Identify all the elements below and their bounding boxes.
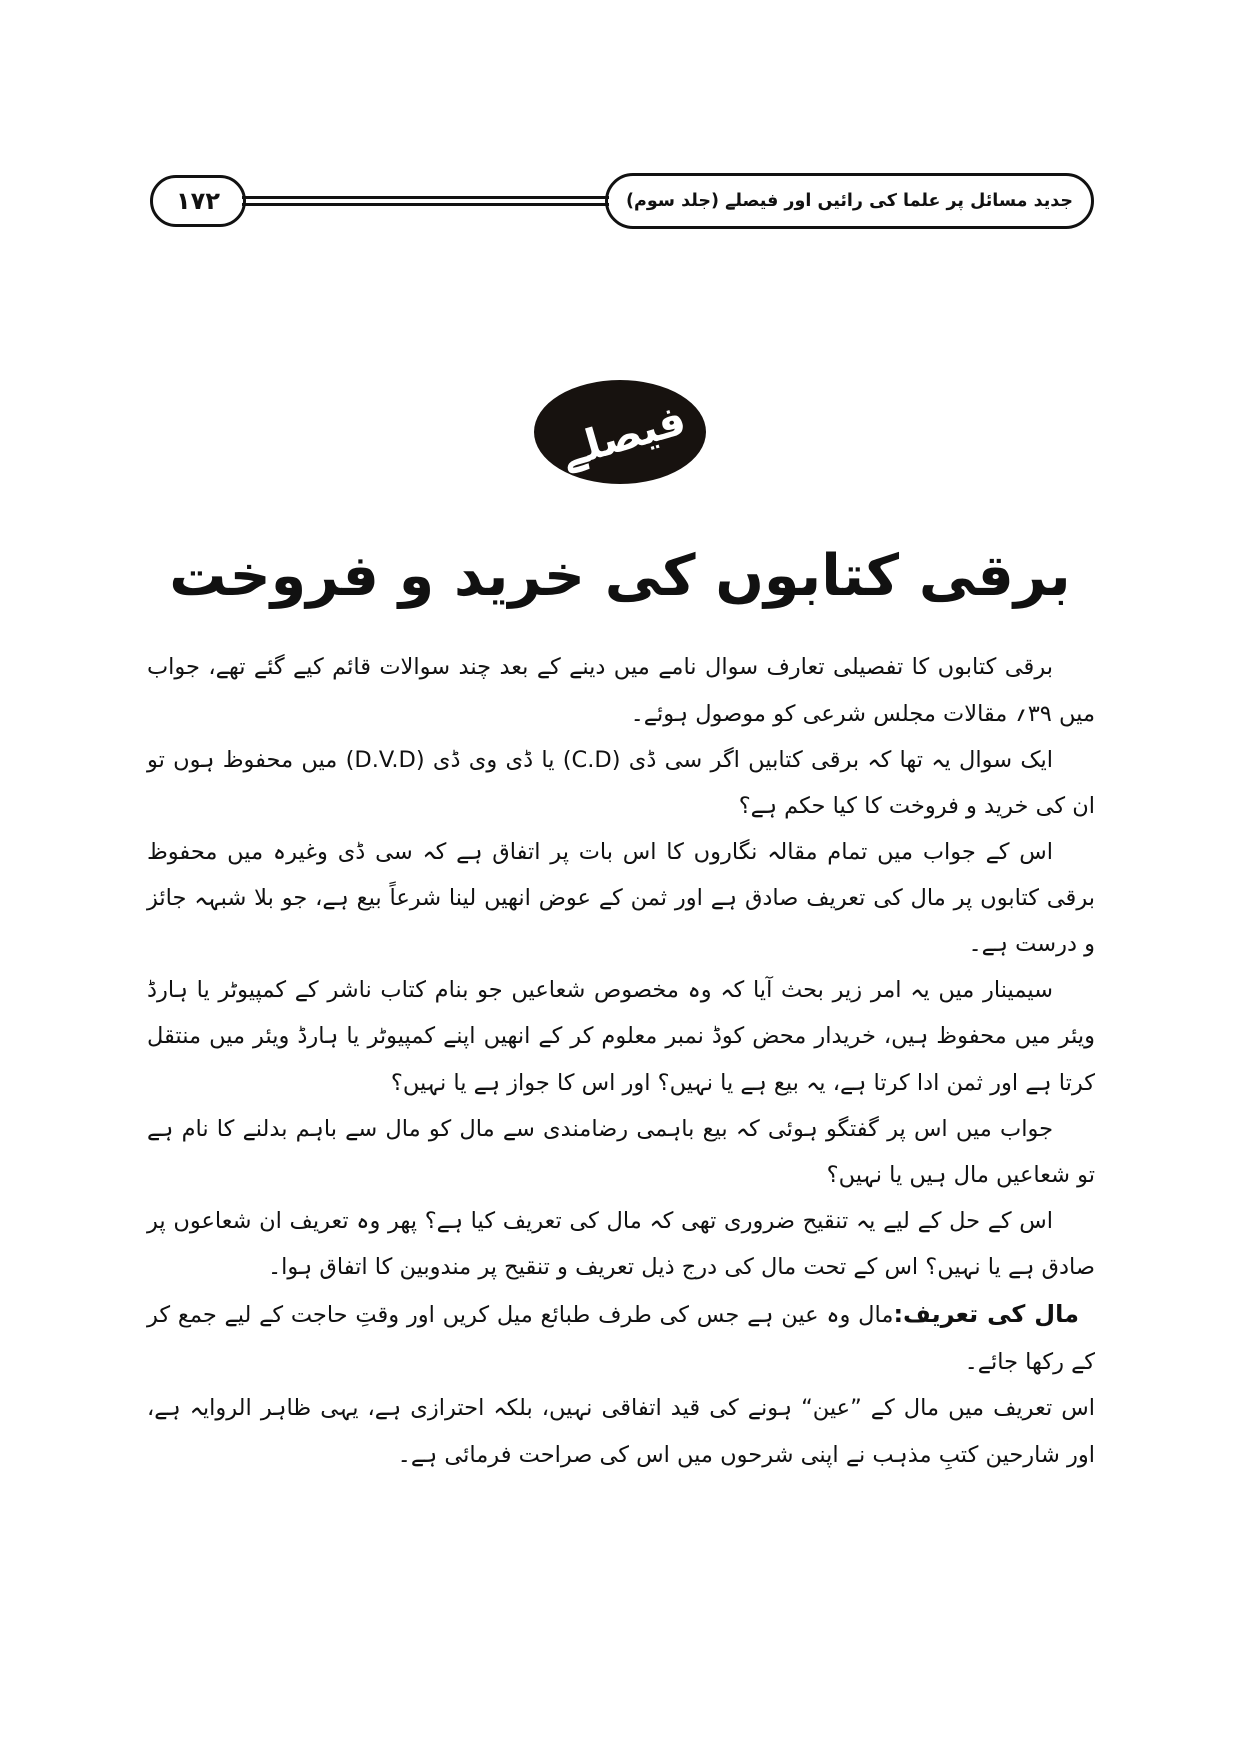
definition-lead: مال کی تعریف: [893, 1300, 1079, 1329]
paragraph [147, 1106, 1095, 1198]
paragraph-text: اس کے جواب میں تمام مقالہ نگاروں کا اس بات پر اتفاق ہے کہ سی ڈی وغیرہ میں محفوظ برقی کتابوں پر مال کی تعریف صادق ہے اور ثمن کے عوض انھیں لینا شرعاً بیع ہے، جو بلا شبہہ جائز و درست ہے۔ [147, 838, 1095, 958]
paragraph-text: مال وہ عین ہے جس کی طرف طبائع میل کریں اور وقتِ حاجت کے لیے جمع کر کے رکھا جائے۔ [147, 1302, 1095, 1376]
page-header [150, 172, 1094, 230]
paragraph-text: اس تعریف میں مال کے ”عین“ ہونے کی قید اتفاقی نہیں، بلکہ احترازی ہے، یہی ظاہر الروایہ ہے، اور شارحین کتبِ مذہب نے اپنی شرحوں میں اس کی صراحت فرمائی ہے۔ [147, 1395, 1095, 1468]
paragraph-text: سیمینار میں یہ امر زیر بحث آیا کہ وہ مخصوص شعاعیں جو بنام کتاب ناشر کے کمپیوٹر یا ہارڈ ویئر میں محفوظ ہیں، خریدار محض کوڈ نمبر معلوم کر کے انھیں اپنے کمپیوٹر یا ہارڈ ویئر میں منتقل کرتا ہے اور ثمن ادا کرتا ہے، یہ بیع ہے یا نہیں؟ اور اس کا جواز ہے یا نہیں؟ [147, 977, 1095, 1096]
paragraph [147, 829, 1095, 967]
page-number: ۱۷۲ [176, 187, 220, 215]
paragraph-text: ایک سوال یہ تھا کہ برقی کتابیں اگر سی ڈی (C.D) یا ڈی وی ڈی (D.V.D) میں محفوظ ہوں تو ان کی خرید و فروخت کا کیا حکم ہے؟ [147, 746, 1095, 819]
chapter-badge [534, 380, 706, 484]
body-text [147, 644, 1095, 1477]
paragraph [147, 644, 1095, 736]
paragraph [147, 737, 1095, 829]
paragraph-definition [147, 1290, 1095, 1385]
book-title: جدید مسائل پر علما کی رائیں اور فیصلے (جلد سوم) [626, 191, 1073, 211]
paragraph [147, 1198, 1095, 1290]
paragraph-text: برقی کتابوں کا تفصیلی تعارف سوال نامے میں دینے کے بعد چند سوالات قائم کیے گئے تھے، جواب میں ۳۹؍ مقالات مجلس شرعی کو موصول ہوئے۔ [147, 654, 1095, 727]
page-number-box [150, 175, 246, 227]
paragraph [147, 967, 1095, 1105]
paragraph [147, 1385, 1095, 1477]
header-double-rule [242, 196, 609, 206]
chapter-badge-label: فیصلے [554, 394, 692, 477]
chapter-title: برقی کتابوں کی خرید و فروخت [169, 543, 1071, 609]
paragraph-text: جواب میں اس پر گفتگو ہوئی کہ بیع باہمی رضامندی سے مال کو مال سے باہم بدلنے کا نام ہے تو شعاعیں مال ہیں یا نہیں؟ [147, 1115, 1095, 1188]
header-title-box [605, 173, 1094, 229]
paragraph-text: اس کے حل کے لیے یہ تنقیح ضروری تھی کہ مال کی تعریف کیا ہے؟ پھر وہ تعریف ان شعاعوں پر صادق ہے یا نہیں؟ اس کے تحت مال کی درج ذیل تعریف و تنقیح پر مندوبین کا اتفاق ہوا۔ [147, 1207, 1095, 1281]
